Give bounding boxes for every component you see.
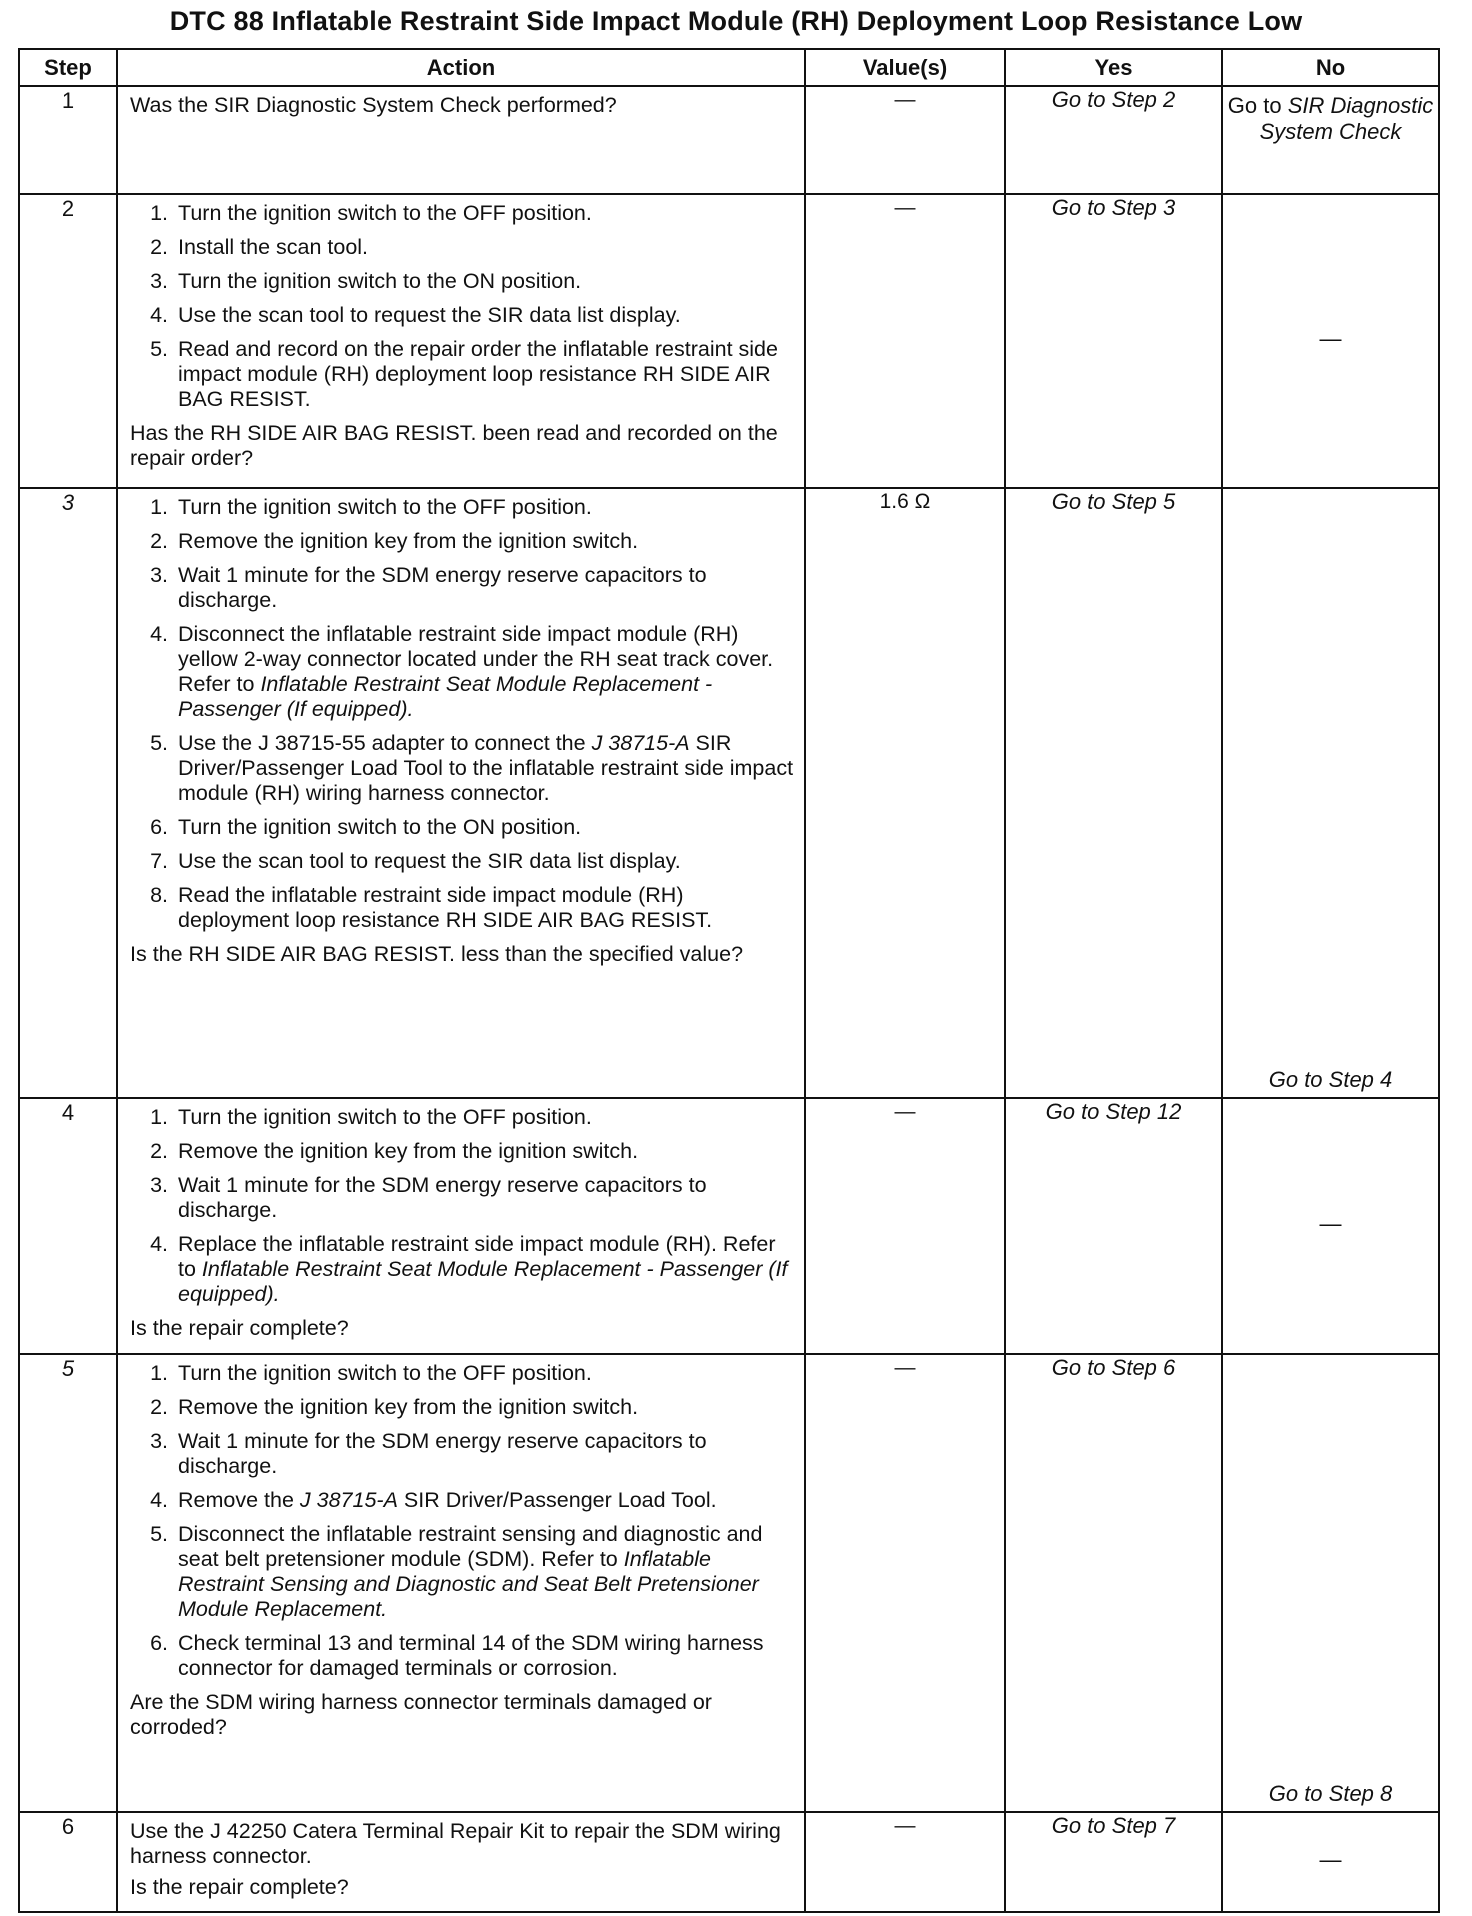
question-text: Has the RH SIDE AIR BAG RESIST. been read and recorded on the repair order?	[130, 421, 778, 470]
step-text: Disconnect the inflatable restraint side impact module (RH) yellow 2-way connector located under the RH seat track cover. Refer to	[178, 622, 774, 696]
list-item: 3. Wait 1 minute for the SDM energy reserve capacitors to discharge.	[174, 563, 796, 613]
list-item: 6. Check terminal 13 and terminal 14 of the SDM wiring harness connector for damaged terminals or corrosion.	[174, 1631, 796, 1681]
list-item	[174, 1522, 796, 1622]
value-cell: —	[805, 194, 1005, 488]
question-text: Are the SDM wiring harness connector terminals damaged or corroded?	[130, 1690, 712, 1739]
value-cell: —	[805, 86, 1005, 194]
table-row	[19, 86, 1439, 194]
header-no: No	[1222, 49, 1439, 86]
yes-cell: Go to Step 6	[1005, 1354, 1222, 1812]
question-text: Was the SIR Diagnostic System Check performed?	[130, 93, 617, 117]
yes-cell: Go to Step 3	[1005, 194, 1222, 488]
value-cell: —	[805, 1098, 1005, 1354]
no-cell	[1222, 86, 1439, 194]
action-cell	[117, 86, 805, 194]
step-text: SIR Driver/Passenger Load Tool.	[397, 1488, 717, 1512]
action-cell	[117, 194, 805, 488]
list-item: 1. Turn the ignition switch to the OFF position.	[174, 201, 796, 226]
list-item	[174, 1488, 796, 1513]
list-item: 8. Read the inflatable restraint side impact module (RH) deployment loop resistance RH SIDE AIR BAG RESIST.	[174, 883, 796, 933]
no-cell: —	[1222, 1098, 1439, 1354]
table-header-row	[19, 49, 1439, 86]
list-item: 2. Remove the ignition key from the ignition switch.	[174, 529, 796, 554]
step-number: 4	[19, 1098, 117, 1354]
yes-cell: Go to Step 12	[1005, 1098, 1222, 1354]
no-cell: Go to Step 8	[1222, 1354, 1439, 1812]
yes-cell: Go to Step 5	[1005, 488, 1222, 1098]
step-text: Replace the inflatable restraint side impact module (RH). Refer to	[178, 1232, 776, 1281]
list-item: 2. Remove the ignition key from the ignition switch.	[174, 1139, 796, 1164]
tool-reference: J 38715-A	[299, 1488, 398, 1512]
list-item: 4. Use the scan tool to request the SIR data list display.	[174, 303, 796, 328]
value-cell: 1.6 Ω	[805, 488, 1005, 1098]
header-step: Step	[19, 49, 117, 86]
header-action: Action	[117, 49, 805, 86]
step-number: 2	[19, 194, 117, 488]
list-item: 2. Install the scan tool.	[174, 235, 796, 260]
table-row	[19, 1354, 1439, 1812]
list-item	[174, 731, 796, 806]
list-item: 1. Turn the ignition switch to the OFF position.	[174, 1105, 796, 1130]
header-yes: Yes	[1005, 49, 1222, 86]
step-text: Remove the	[178, 1488, 300, 1512]
table-row	[19, 1812, 1439, 1912]
action-cell	[117, 1812, 805, 1912]
page-title: DTC 88 Inflatable Restraint Side Impact Module (RH) Deployment Loop Resistance Low	[169, 6, 1303, 36]
list-item: 5. Read and record on the repair order the inflatable restraint side impact module (RH) deployment loop resistance RH SIDE AIR BAG RESIST.	[174, 337, 796, 412]
step-list	[130, 1105, 796, 1307]
value-cell: —	[805, 1354, 1005, 1812]
list-item	[174, 622, 796, 722]
list-item: 3. Turn the ignition switch to the ON position.	[174, 269, 796, 294]
step-number: 3	[19, 488, 117, 1098]
list-item: 1. Turn the ignition switch to the OFF position.	[174, 1361, 796, 1386]
step-list	[130, 201, 796, 412]
step-text: Disconnect the inflatable restraint sensing and diagnostic and seat belt pretensioner module (SDM). Refer to	[178, 1522, 763, 1571]
reference-link[interactable]: Inflatable Restraint Seat Module Replacement - Passenger (If equipped).	[178, 1257, 788, 1306]
reference-link[interactable]: Inflatable Restraint Seat Module Replacement - Passenger (If equipped).	[178, 672, 713, 721]
table-row	[19, 488, 1439, 1098]
table-row	[19, 194, 1439, 488]
action-cell	[117, 1098, 805, 1354]
list-item	[174, 1232, 796, 1307]
tool-reference: J 38715-A	[591, 731, 690, 755]
step-list	[130, 495, 796, 933]
step-number: 1	[19, 86, 117, 194]
table-row	[19, 1098, 1439, 1354]
value-cell: —	[805, 1812, 1005, 1912]
list-item: 7. Use the scan tool to request the SIR data list display.	[174, 849, 796, 874]
step-number: 5	[19, 1354, 117, 1812]
list-item: 6. Turn the ignition switch to the ON position.	[174, 815, 796, 840]
no-cell: —	[1222, 1812, 1439, 1912]
step-text: SIR Driver/Passenger Load Tool to the inflatable restraint side impact module (RH) wiring harness connector.	[178, 731, 794, 805]
no-prefix: Go to	[1227, 93, 1288, 118]
action-cell	[117, 488, 805, 1098]
list-item: 3. Wait 1 minute for the SDM energy reserve capacitors to discharge.	[174, 1173, 796, 1223]
yes-cell: Go to Step 2	[1005, 86, 1222, 194]
step-list	[130, 1361, 796, 1681]
no-link: SIR Diagnostic System Check	[1259, 93, 1434, 144]
diagnostic-table	[18, 48, 1440, 1913]
list-item: 2. Remove the ignition key from the ignition switch.	[174, 1395, 796, 1420]
question-text: Is the RH SIDE AIR BAG RESIST. less than the specified value?	[130, 942, 744, 966]
list-item: 1. Turn the ignition switch to the OFF position.	[174, 495, 796, 520]
action-text: Use the J 42250 Catera Terminal Repair Kit to repair the SDM wiring harness connector.	[130, 1819, 781, 1868]
header-values: Value(s)	[805, 49, 1005, 86]
reference-link[interactable]: Inflatable Restraint Sensing and Diagnostic and Seat Belt Pretensioner Module Replacement.	[178, 1547, 759, 1621]
no-cell: —	[1222, 194, 1439, 488]
list-item: 3. Wait 1 minute for the SDM energy reserve capacitors to discharge.	[174, 1429, 796, 1479]
step-number: 6	[19, 1812, 117, 1912]
step-text: Use the J 38715-55 adapter to connect the	[178, 731, 592, 755]
no-cell: Go to Step 4	[1222, 488, 1439, 1098]
question-text: Is the repair complete?	[130, 1875, 349, 1899]
yes-cell: Go to Step 7	[1005, 1812, 1222, 1912]
question-text: Is the repair complete?	[130, 1316, 349, 1340]
action-cell	[117, 1354, 805, 1812]
